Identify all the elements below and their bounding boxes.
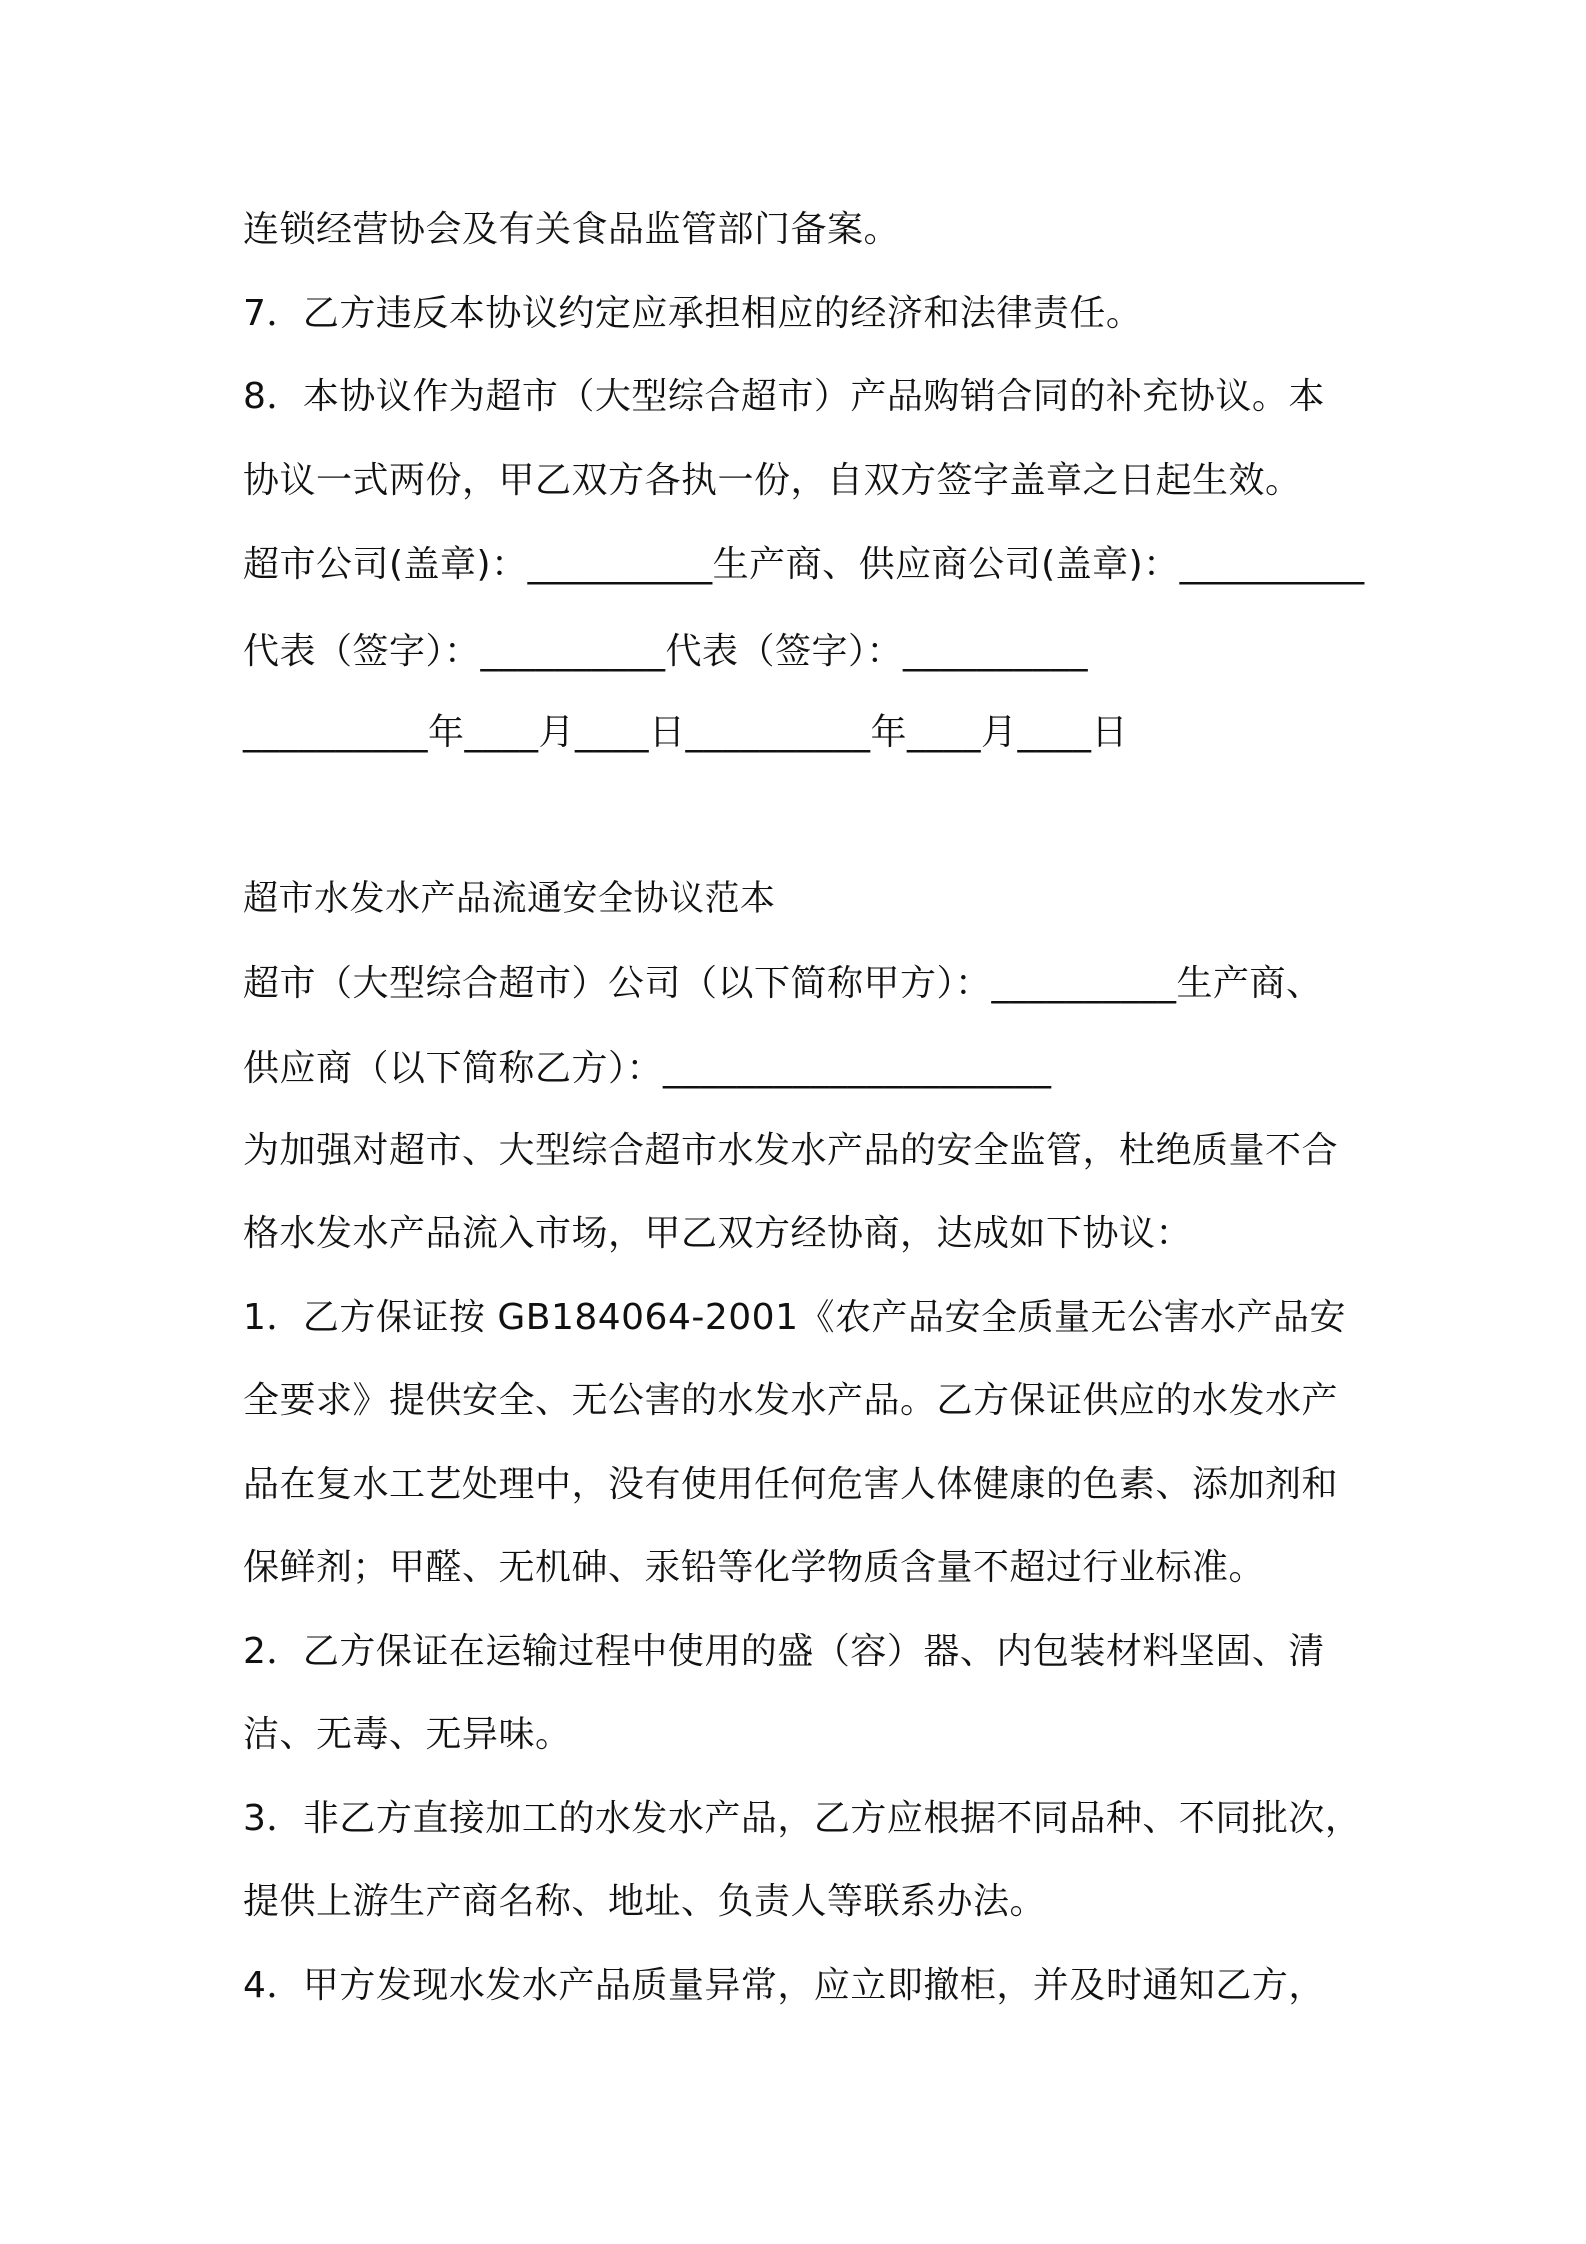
paragraph-line: 供应商（以下简称乙方）：_____________________ [243, 1048, 1052, 1089]
paragraph-line: 品在复水工艺处理中，没有使用任何危害人体健康的色素、添加剂和 [243, 1464, 1339, 1505]
signature-line: 代表（签字）：__________代表（签字）：__________ [243, 631, 1089, 672]
paragraph-line: 全要求》提供安全、无公害的水发水产品。乙方保证供应的水发水产 [243, 1380, 1339, 1421]
paragraph-line: 8．本协议作为超市（大型综合超市）产品购销合同的补充协议。本 [243, 376, 1325, 417]
paragraph-line: 1．乙方保证按 GB184064-2001《农产品安全质量无公害水产品安 [243, 1297, 1346, 1338]
signature-line: 超市公司(盖章)：__________生产商、供应商公司(盖章)：__________ [243, 544, 1365, 585]
paragraph-line: 超市（大型综合超市）公司（以下简称甲方）：__________生产商、 [243, 963, 1323, 1004]
paragraph-line: 格水发水产品流入市场，甲乙双方经协商，达成如下协议： [243, 1213, 1193, 1254]
paragraph-line: 2．乙方保证在运输过程中使用的盛（容）器、内包装材料坚固、清 [243, 1631, 1325, 1672]
paragraph-line: 协议一式两份，甲乙双方各执一份，自双方签字盖章之日起生效。 [243, 460, 1302, 501]
paragraph-line: 为加强对超市、大型综合超市水发水产品的安全监管，杜绝质量不合 [243, 1130, 1339, 1171]
paragraph-line: 4．甲方发现水发水产品质量异常，应立即撤柜，并及时通知乙方， [243, 1965, 1325, 2006]
section-title: 超市水发水产品流通安全协议范本 [243, 879, 776, 919]
paragraph-line: 洁、无毒、无异味。 [243, 1714, 572, 1755]
paragraph-line: 3．非乙方直接加工的水发水产品，乙方应根据不同品种、不同批次， [243, 1798, 1362, 1839]
paragraph-line: 提供上游生产商名称、地址、负责人等联系办法。 [243, 1881, 1047, 1922]
paragraph-line: 连锁经营协会及有关食品监管部门备案。 [243, 209, 901, 250]
paragraph-line: 7．乙方违反本协议约定应承担相应的经济和法律责任。 [243, 293, 1143, 334]
paragraph-line: 保鲜剂；甲醛、无机砷、汞铅等化学物质含量不超过行业标准。 [243, 1547, 1266, 1588]
date-line: __________年____月____日__________年____月____日 [243, 712, 1128, 753]
